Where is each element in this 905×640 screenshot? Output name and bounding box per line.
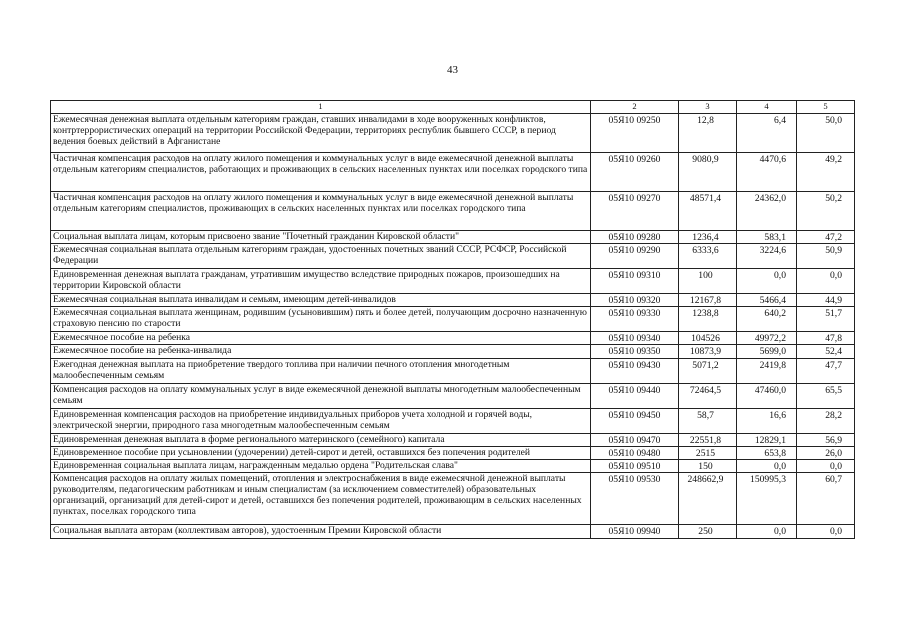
row-value-plan: 72464,5 [679, 383, 737, 408]
budget-table [50, 100, 855, 539]
row-code: 05Я10 09350 [591, 345, 679, 358]
row-value-percent: 44,9 [797, 294, 855, 307]
table-row [51, 383, 855, 408]
row-value-percent: 0,0 [797, 459, 855, 472]
row-value-plan: 100 [679, 269, 737, 294]
row-description: Единовременное пособие при усыновлении (удочерении) детей-сирот и детей, оставшихся без попечения родителей [51, 446, 591, 459]
row-value-actual: 2419,8 [737, 358, 797, 383]
row-value-plan: 248662,9 [679, 472, 737, 524]
row-value-actual: 0,0 [737, 524, 797, 538]
row-value-percent: 49,2 [797, 153, 855, 192]
row-value-percent: 56,9 [797, 433, 855, 446]
table-row [51, 231, 855, 244]
table-row [51, 446, 855, 459]
column-header-2: 2 [591, 101, 679, 114]
row-value-percent: 65,5 [797, 383, 855, 408]
row-code: 05Я10 09290 [591, 244, 679, 269]
row-value-actual: 24362,0 [737, 192, 797, 231]
row-value-actual: 640,2 [737, 307, 797, 332]
table-row [51, 114, 855, 153]
row-value-plan: 22551,8 [679, 433, 737, 446]
row-value-percent: 47,8 [797, 332, 855, 345]
table-row [51, 459, 855, 472]
row-value-plan: 1236,4 [679, 231, 737, 244]
row-code: 05Я10 09510 [591, 459, 679, 472]
row-value-plan: 10873,9 [679, 345, 737, 358]
row-description: Частичная компенсация расходов на оплату жилого помещения и коммунальных услуг в виде ежемесячной денежной выплаты отдельным категориям специалистов, проживающих в сельских населенных пунктах или поселках городского типа [51, 192, 591, 231]
row-description: Ежемесячное пособие на ребенка-инвалида [51, 345, 591, 358]
row-value-plan: 1238,8 [679, 307, 737, 332]
row-value-actual: 583,1 [737, 231, 797, 244]
row-description: Компенсация расходов на оплату коммунальных услуг в виде ежемесячной денежной выплаты многодетным малообеспеченным семьям [51, 383, 591, 408]
row-value-percent: 47,7 [797, 358, 855, 383]
table-row [51, 294, 855, 307]
row-description: Частичная компенсация расходов на оплату жилого помещения и коммунальных услуг в виде ежемесячной денежной выплаты отдельным категориям специалистов, работающих и проживающих в сельских населенных пунктах или поселках городского типа [51, 153, 591, 192]
row-value-actual: 49972,2 [737, 332, 797, 345]
row-code: 05Я10 09340 [591, 332, 679, 345]
row-description: Компенсация расходов на оплату жилых помещений, отопления и электроснабжения в виде ежемесячной денежной выплаты руководителям, педагогическим работникам и иным специалистам (за исключением совместителей) образовательных организаций, организаций для детей-сирот и детей, оставшихся без попечения родителей, проживающим в сельских населенных пунктах, поселках городского типа [51, 472, 591, 524]
table-row [51, 345, 855, 358]
row-description: Ежемесячное пособие на ребенка [51, 332, 591, 345]
row-code: 05Я10 09320 [591, 294, 679, 307]
column-header-3: 3 [679, 101, 737, 114]
row-value-actual: 150995,3 [737, 472, 797, 524]
row-value-percent: 50,9 [797, 244, 855, 269]
row-value-percent: 60,7 [797, 472, 855, 524]
row-value-plan: 9080,9 [679, 153, 737, 192]
row-description: Единовременная денежная выплата гражданам, утратившим имущество вследствие природных пожаров, произошедших на территории Кировской области [51, 269, 591, 294]
table-row [51, 358, 855, 383]
table-body [51, 114, 855, 539]
row-code: 05Я10 09450 [591, 408, 679, 433]
row-code: 05Я10 09530 [591, 472, 679, 524]
row-description: Ежемесячная социальная выплата отдельным категориям граждан, удостоенных почетных званий СССР, РСФСР, Российской Федерации [51, 244, 591, 269]
row-value-actual: 5699,0 [737, 345, 797, 358]
row-value-plan: 250 [679, 524, 737, 538]
row-value-percent: 50,0 [797, 114, 855, 153]
row-value-plan: 12167,8 [679, 294, 737, 307]
row-value-actual: 0,0 [737, 269, 797, 294]
row-value-percent: 52,4 [797, 345, 855, 358]
row-code: 05Я10 09440 [591, 383, 679, 408]
table-row [51, 433, 855, 446]
row-value-actual: 653,8 [737, 446, 797, 459]
table-row [51, 307, 855, 332]
row-code: 05Я10 09250 [591, 114, 679, 153]
table-row [51, 332, 855, 345]
budget-table-container [50, 100, 854, 539]
row-value-percent: 26,0 [797, 446, 855, 459]
page-number: 43 [447, 64, 458, 76]
column-header-4: 4 [737, 101, 797, 114]
row-value-percent: 51,7 [797, 307, 855, 332]
row-code: 05Я10 09330 [591, 307, 679, 332]
row-value-actual: 0,0 [737, 459, 797, 472]
row-code: 05Я10 09480 [591, 446, 679, 459]
row-description: Ежемесячная социальная выплата инвалидам и семьям, имеющим детей-инвалидов [51, 294, 591, 307]
row-value-percent: 47,2 [797, 231, 855, 244]
row-value-percent: 50,2 [797, 192, 855, 231]
row-value-actual: 3224,6 [737, 244, 797, 269]
row-description: Ежемесячная социальная выплата женщинам, родившим (усыновившим) пять и более детей, получающим досрочно назначенную страховую пенсию по старости [51, 307, 591, 332]
row-code: 05Я10 09260 [591, 153, 679, 192]
row-code: 05Я10 09430 [591, 358, 679, 383]
row-value-plan: 12,8 [679, 114, 737, 153]
row-value-percent: 0,0 [797, 269, 855, 294]
row-value-actual: 6,4 [737, 114, 797, 153]
table-header-row [51, 101, 855, 114]
table-row [51, 244, 855, 269]
table-row [51, 153, 855, 192]
row-value-actual: 16,6 [737, 408, 797, 433]
row-description: Социальная выплата лицам, которым присвоено звание "Почетный гражданин Кировской области" [51, 231, 591, 244]
row-value-actual: 47460,0 [737, 383, 797, 408]
row-code: 05Я10 09470 [591, 433, 679, 446]
row-description: Единовременная денежная выплата в форме регионального материнского (семейного) капитала [51, 433, 591, 446]
row-value-percent: 28,2 [797, 408, 855, 433]
row-value-actual: 12829,1 [737, 433, 797, 446]
row-value-plan: 58,7 [679, 408, 737, 433]
table-row [51, 269, 855, 294]
table-row [51, 472, 855, 524]
row-value-plan: 104526 [679, 332, 737, 345]
column-header-1: 1 [51, 101, 591, 114]
row-description: Единовременная компенсация расходов на приобретение индивидуальных приборов учета холодной и горячей воды, электрической энергии, природного газа многодетным малообеспеченным семьям [51, 408, 591, 433]
row-code: 05Я10 09280 [591, 231, 679, 244]
row-value-plan: 48571,4 [679, 192, 737, 231]
row-value-plan: 6333,6 [679, 244, 737, 269]
row-description: Ежегодная денежная выплата на приобретение твердого топлива при наличии печного отопления многодетным малообеспеченным семьям [51, 358, 591, 383]
row-value-plan: 2515 [679, 446, 737, 459]
column-header-5: 5 [797, 101, 855, 114]
row-value-actual: 5466,4 [737, 294, 797, 307]
row-code: 05Я10 09270 [591, 192, 679, 231]
table-row [51, 408, 855, 433]
row-value-plan: 150 [679, 459, 737, 472]
table-row [51, 524, 855, 538]
row-description: Ежемесячная денежная выплата отдельным категориям граждан, ставших инвалидами в ходе вооруженных конфликтов, контртеррористических операций на территории Российской Федерации, территориях республик бывшего СССР, в период ведения боевых действий в Афганистане [51, 114, 591, 153]
row-code: 05Я10 09310 [591, 269, 679, 294]
row-value-percent: 0,0 [797, 524, 855, 538]
table-row [51, 192, 855, 231]
row-description: Единовременная социальная выплата лицам, награжденным медалью ордена "Родительская слава" [51, 459, 591, 472]
row-value-actual: 4470,6 [737, 153, 797, 192]
row-code: 05Я10 09940 [591, 524, 679, 538]
row-value-plan: 5071,2 [679, 358, 737, 383]
row-description: Социальная выплата авторам (коллективам авторов), удостоенным Премии Кировской области [51, 524, 591, 538]
